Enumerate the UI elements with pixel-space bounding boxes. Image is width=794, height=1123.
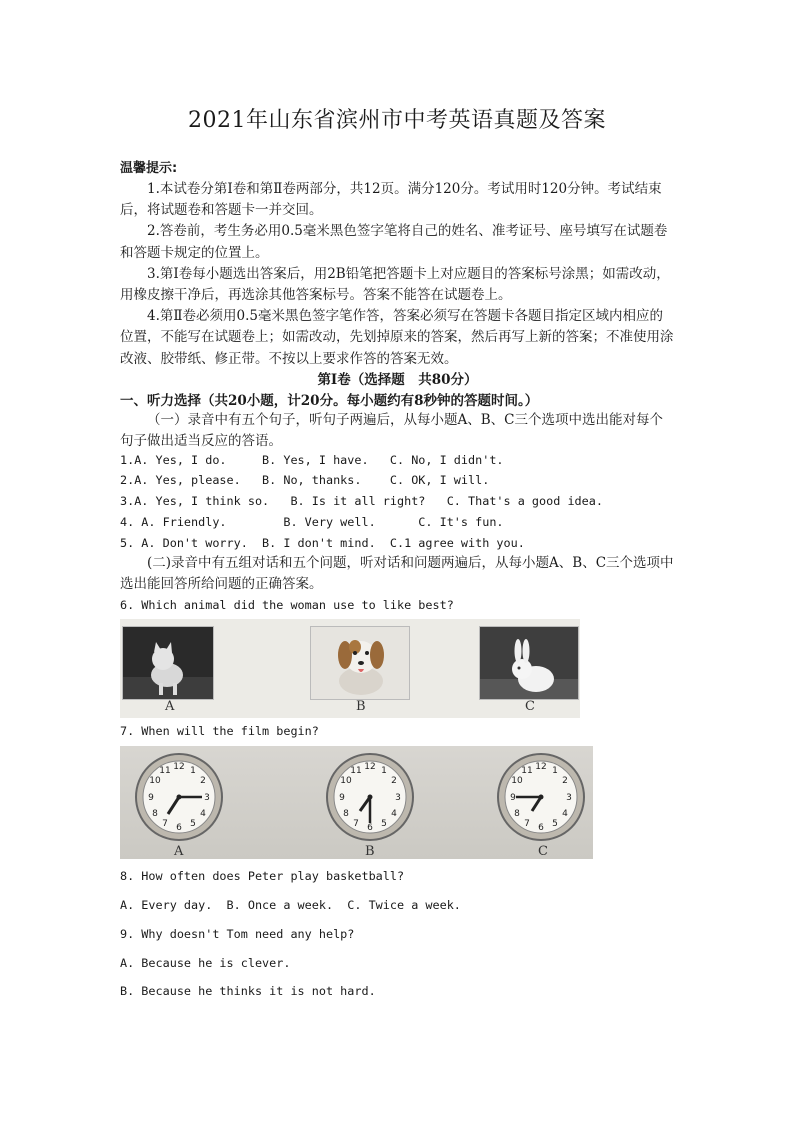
svg-text:5: 5 [381,819,387,829]
question-item: 3.A. Yes, I think so. B. Is it all right? C. That's a good idea. [120,494,603,508]
svg-text:2: 2 [391,776,397,786]
tip-item: 2.答卷前，考生务必用0.5毫米黑色签字笔将自己的姓名、准考证号、座号填写在试题卷和答题卡规定的位置上。 [120,223,668,261]
svg-text:5: 5 [190,819,196,829]
svg-text:10: 10 [149,776,161,786]
svg-text:9: 9 [510,793,516,803]
svg-text:11: 11 [350,766,362,776]
svg-text:8: 8 [514,809,520,819]
tip-item: 4.第Ⅱ卷必须用0.5毫米黑色签字笔作答，答案必须写在答题卡各题目指定区域内相应的位置，不能写在试题卷上；如需改动，先划掉原来的答案，然后再写上新的答案；不准使用涂改液、胶带纸、修正带。不按以上要求作答的答案无效。 [120,308,674,367]
svg-text:1: 1 [381,766,387,776]
sub-section-two-instruction: (二)录音中有五组对话和五个问题，听对话和问题两遍后，从每小题A、B、C三个选项中选出能回答所给问题的正确答案。 [120,555,674,593]
tip-item: 3.第Ⅰ卷每小题选出答案后，用2B铅笔把答题卡上对应题目的答案标号涂黑；如需改动，用橡皮擦干净后，再选涂其他答案标号。答案不能答在试题卷上。 [120,265,670,304]
svg-text:4: 4 [200,809,206,819]
svg-text:8: 8 [152,809,158,819]
question-7: 7. When will the film begin? [120,724,319,738]
svg-text:10: 10 [511,776,523,786]
svg-text:2: 2 [562,776,568,786]
svg-text:7: 7 [524,819,530,829]
svg-text:9: 9 [339,793,345,803]
svg-text:12: 12 [173,762,185,772]
svg-text:3: 3 [566,793,572,803]
part-one-title: 第Ⅰ卷（选择题 共80分） [317,372,478,388]
svg-text:1: 1 [190,766,196,776]
question-6: 6. Which animal did the woman use to like best? [120,598,454,612]
exam-title: 2021年山东省滨州市中考英语真题及答案 [188,108,606,133]
svg-text:8: 8 [343,809,349,819]
kitten-photo [122,626,214,700]
svg-text:5: 5 [552,819,558,829]
option-label: C [538,844,548,859]
tips-list [120,179,675,370]
question-item: 2.A. Yes, please. B. No, thanks. C. OK, I will. [120,473,490,487]
svg-text:2: 2 [200,776,206,786]
option-label: B [356,699,366,714]
animal-picture-strip [120,619,580,718]
tips-heading: 温馨提示: [120,161,178,176]
question-9-option-a: A. Because he is clever. [120,956,291,970]
svg-text:3: 3 [395,793,401,803]
sub-section-one-instruction: （一）录音中有五个句子，听句子两遍后，从每小题A、B、C三个选项中选出能对每个句子做出适当反应的答语。 [120,412,663,450]
option-label: A [165,699,175,714]
option-label: B [365,844,375,859]
svg-text:6: 6 [367,823,373,833]
question-8: 8. How often does Peter play basketball? [120,869,405,883]
clock-c-icon [494,750,588,844]
section-one-title: 一、听力选择（共20小题，计20分。每小题约有8秒钟的答题时间。） [120,393,539,409]
clock-b-icon [323,750,417,844]
puppy-photo [310,626,410,700]
svg-text:9: 9 [148,793,154,803]
question-8-options: A. Every day. B. Once a week. C. Twice a week. [120,898,461,912]
svg-text:11: 11 [159,766,171,776]
svg-text:4: 4 [391,809,397,819]
svg-text:1: 1 [552,766,558,776]
option-label: A [174,844,184,859]
rabbit-photo [479,626,579,700]
svg-text:11: 11 [521,766,533,776]
option-label: C [525,699,535,714]
clock-a-icon [132,750,226,844]
tip-item: 1.本试卷分第Ⅰ卷和第Ⅱ卷两部分，共12页。满分120分。考试用时120分钟。考试结束后，将试题卷和答题卡一并交回。 [120,181,662,219]
svg-text:12: 12 [364,762,376,772]
question-9-option-b: B. Because he thinks it is not hard. [120,984,376,998]
svg-text:4: 4 [562,809,568,819]
svg-text:10: 10 [340,776,352,786]
question-item: 5. A. Don't worry. B. I don't mind. C.1 agree with you. [120,536,525,550]
clock-picture-strip [120,746,593,859]
question-9: 9. Why doesn't Tom need any help? [120,927,355,941]
svg-text:6: 6 [538,823,544,833]
question-item: 1.A. Yes, I do. B. Yes, I have. C. No, I didn't. [120,453,504,467]
svg-text:3: 3 [204,793,210,803]
svg-text:7: 7 [353,819,359,829]
svg-text:12: 12 [535,762,547,772]
question-item: 4. A. Friendly. B. Very well. C. It's fun. [120,515,504,529]
svg-text:6: 6 [176,823,182,833]
svg-text:7: 7 [162,819,168,829]
